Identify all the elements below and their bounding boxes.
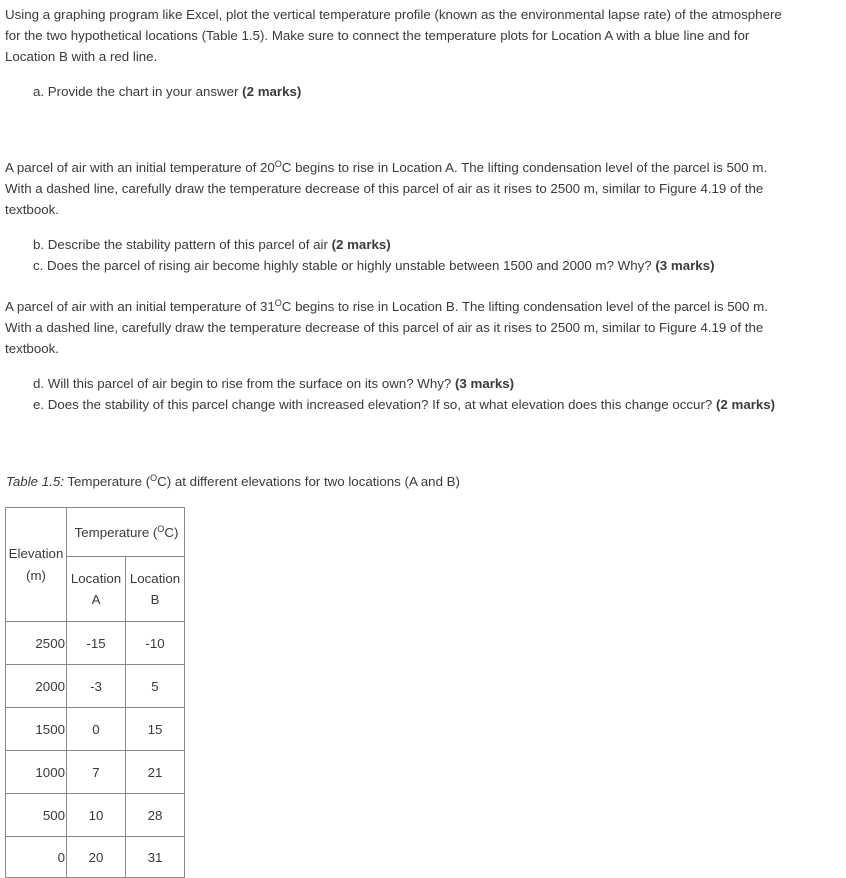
question-e-marks: (2 marks): [715, 397, 776, 412]
elevation-header-line-2: (m): [26, 567, 46, 583]
parcel-b-text-2: C begins to rise in Location B. The lifting condensation level of the parcel is 500 m.: [281, 299, 768, 314]
parcel-b-degree: O: [274, 298, 282, 308]
elevation-cell: 500: [6, 794, 67, 837]
location-a-cell: 7: [67, 751, 126, 794]
parcel-b-paragraph: [5, 296, 843, 359]
location-b-cell: 21: [126, 751, 185, 794]
question-a-marks: (2 marks): [242, 84, 302, 99]
location-b-header-line-1: Location: [129, 571, 181, 586]
location-b-header-line-2: B: [150, 592, 160, 607]
location-b-header: [126, 557, 185, 622]
elevation-cell: 0: [6, 837, 67, 878]
location-b-cell: 5: [126, 665, 185, 708]
parcel-b-line-3: textbook.: [5, 341, 59, 356]
elevation-cell: 1000: [6, 751, 67, 794]
parcel-a-text-1: A parcel of air with an initial temperature of 20: [5, 160, 275, 175]
location-a-header-line-1: Location: [70, 571, 122, 586]
temperature-table: [5, 507, 185, 878]
question-b-marks: (2 marks): [331, 237, 391, 252]
table-row: [6, 837, 185, 878]
parcel-b-text-1: A parcel of air with an initial temperature of 31: [5, 299, 275, 314]
parcel-a-paragraph: [5, 157, 843, 220]
question-b: [33, 234, 841, 255]
parcel-a-line-3: textbook.: [5, 202, 59, 217]
elevation-cell: 2500: [6, 622, 67, 665]
table-row: [6, 708, 185, 751]
location-a-header: [67, 557, 126, 622]
table-header-row-1: [6, 508, 185, 557]
question-c-marks: (3 marks): [655, 258, 715, 273]
temperature-header-text-1: Temperature (: [74, 524, 158, 540]
location-b-cell: 28: [126, 794, 185, 837]
parcel-a-line-2: With a dashed line, carefully draw the temperature decrease of this parcel of air as it rises to 2500 m, similar to Figure 4.19 of the: [5, 181, 764, 196]
table-caption-degree: O: [150, 473, 158, 483]
parcel-a-degree: O: [274, 159, 282, 169]
location-b-cell: 15: [126, 708, 185, 751]
table-row: [6, 665, 185, 708]
intro-line-1: Using a graphing program like Excel, plot the vertical temperature profile (known as the environmental lapse rate) of the atmosphere: [5, 7, 782, 22]
location-a-header-line-2: A: [91, 592, 101, 607]
question-e: [33, 394, 841, 415]
location-a-cell: 20: [67, 837, 126, 878]
question-a: [33, 81, 841, 102]
location-a-cell: 0: [67, 708, 126, 751]
temperature-header-degree: O: [157, 523, 165, 534]
parcel-a-text-2: C begins to rise in Location A. The lifting condensation level of the parcel is 500 m.: [281, 160, 768, 175]
temperature-header-text-2: C): [164, 524, 179, 540]
location-a-cell: -15: [67, 622, 126, 665]
question-a-text: a. Provide the chart in your answer: [33, 84, 243, 99]
elevation-cell: 1500: [6, 708, 67, 751]
question-d-text: d. Will this parcel of air begin to rise from the surface on its own? Why?: [33, 376, 455, 391]
temperature-header: [67, 508, 185, 557]
question-e-text: e. Does the stability of this parcel change with increased elevation? If so, at what elevation does this change occur?: [33, 397, 716, 412]
table-caption-text-2: C) at different elevations for two locations (A and B): [157, 474, 460, 489]
question-d: [33, 373, 841, 394]
table-row: [6, 622, 185, 665]
question-b-text: b. Describe the stability pattern of this parcel of air: [33, 237, 332, 252]
parcel-b-line-2: With a dashed line, carefully draw the temperature decrease of this parcel of air as it rises to 2500 m, similar to Figure 4.19 of the: [5, 320, 764, 335]
table-row: [6, 794, 185, 837]
intro-line-2: for the two hypothetical locations (Table 1.5). Make sure to connect the temperature plots for Location A with a blue line and for: [5, 28, 750, 43]
location-b-cell: -10: [126, 622, 185, 665]
intro-paragraph: [5, 4, 843, 67]
location-b-cell: 31: [126, 837, 185, 878]
location-a-cell: 10: [67, 794, 126, 837]
intro-line-3: Location B with a red line.: [5, 49, 158, 64]
question-c-text: c. Does the parcel of rising air become highly stable or highly unstable between 1500 and 2000 m? Why?: [33, 258, 656, 273]
table-caption: [6, 471, 460, 492]
location-a-cell: -3: [67, 665, 126, 708]
question-c: [33, 255, 841, 276]
elevation-cell: 2000: [6, 665, 67, 708]
elevation-header-line-1: Elevation: [8, 545, 64, 561]
table-caption-text-1: Temperature (: [63, 474, 151, 489]
table-caption-label: Table 1.5:: [6, 474, 64, 489]
question-d-marks: (3 marks): [454, 376, 515, 391]
table-row: [6, 751, 185, 794]
elevation-header: [6, 508, 67, 622]
